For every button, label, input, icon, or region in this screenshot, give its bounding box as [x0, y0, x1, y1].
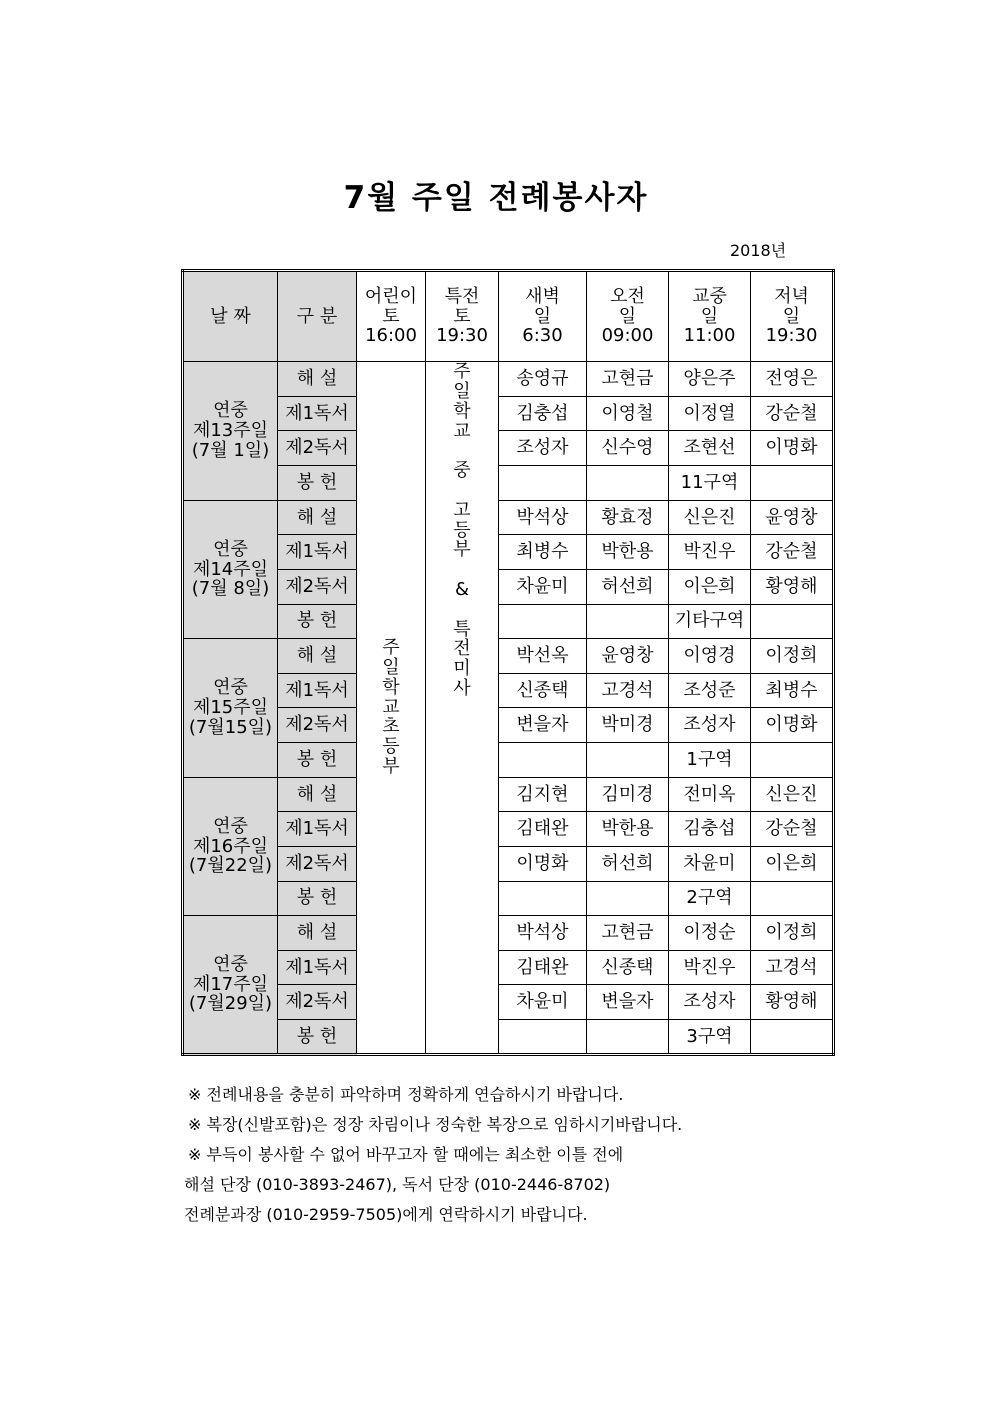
- role-label: 제2독서: [278, 985, 357, 1020]
- table-row: [183, 362, 834, 397]
- vertical-char: [426, 600, 498, 620]
- vertical-char: 전: [453, 638, 471, 660]
- week-label-line: (7월 8일): [191, 578, 270, 600]
- role-label: 해 설: [278, 362, 357, 397]
- volunteer-name: 신종택: [587, 950, 669, 985]
- vertical-char: 등: [453, 519, 471, 541]
- empty-cell: [499, 881, 587, 916]
- header-mass-name: 새벽: [525, 285, 560, 307]
- volunteer-name: 전영은: [751, 362, 834, 397]
- table-row: [183, 1020, 834, 1055]
- empty-cell: [751, 743, 834, 778]
- year-label: 2018년: [730, 241, 787, 260]
- header-mass: [669, 271, 751, 362]
- week-label-line: 제15주일: [192, 697, 269, 719]
- volunteer-name: 신수영: [587, 431, 669, 466]
- week-label-line: 제14주일: [192, 558, 269, 580]
- vertical-char: 일: [453, 380, 471, 402]
- header-mass-time: 16:00: [365, 325, 417, 347]
- volunteer-name: 고현금: [587, 362, 669, 397]
- vertical-char: 부: [453, 539, 471, 561]
- volunteer-name: 고경석: [587, 673, 669, 708]
- role-label: 해 설: [278, 639, 357, 674]
- header-date: 날 짜: [183, 271, 278, 362]
- week-label-line: 연중: [213, 815, 248, 837]
- volunteer-name: 박석상: [499, 500, 587, 535]
- table-row: [183, 916, 834, 951]
- vertical-char: 학: [382, 676, 400, 698]
- header-mass-name: 어린이: [364, 285, 418, 307]
- week-label: [183, 362, 278, 501]
- volunteer-name: 황영해: [751, 569, 834, 604]
- volunteer-name: 조성준: [669, 673, 751, 708]
- header-mass-day: 일: [700, 305, 719, 327]
- note-line: 해설 단장 (010-3893-2467), 독서 단장 (010-2446-8702): [184, 1175, 611, 1194]
- header-mass-time: 19:30: [765, 325, 818, 347]
- table-row: [183, 985, 834, 1020]
- vertical-char: [426, 481, 498, 501]
- volunteer-name: 변을자: [587, 985, 669, 1020]
- week-label: [183, 639, 278, 778]
- empty-cell: [499, 743, 587, 778]
- header-mass-time: 19:30: [436, 325, 488, 347]
- volunteer-name: 송영규: [499, 362, 587, 397]
- volunteer-name: 박석상: [499, 916, 587, 951]
- vertical-char: 일: [382, 657, 400, 679]
- week-label-line: (7월22일): [188, 855, 273, 877]
- week-label-line: 연중: [213, 953, 248, 975]
- table-row: [183, 466, 834, 501]
- volunteer-name: 이정희: [751, 916, 834, 951]
- table-row: [183, 569, 834, 604]
- header-mass-name: 저녁: [774, 285, 809, 307]
- vertical-char: 부: [382, 756, 400, 778]
- volunteer-name: 박진우: [669, 535, 751, 570]
- header-mass-time: 09:00: [601, 325, 654, 347]
- volunteer-name: 황영해: [751, 985, 834, 1020]
- role-label: 제1독서: [278, 396, 357, 431]
- page-title: 7월 주일 전례봉사자: [343, 180, 649, 216]
- vertical-char: [426, 560, 498, 580]
- volunteer-name: 양은주: [669, 362, 751, 397]
- header-mass-name: 특전: [444, 285, 480, 307]
- vertical-char: 주: [382, 637, 400, 659]
- role-label: 제1독서: [278, 535, 357, 570]
- vertical-char: 사: [453, 677, 471, 699]
- table-row: [183, 673, 834, 708]
- volunteer-name: 김충섭: [499, 396, 587, 431]
- table-row: [183, 812, 834, 847]
- offering-group: 11구역: [669, 466, 751, 501]
- role-label: 제2독서: [278, 569, 357, 604]
- empty-cell: [587, 881, 669, 916]
- header-category: 구 분: [278, 271, 357, 362]
- volunteer-name: 신은진: [751, 777, 834, 812]
- volunteer-name: 차윤미: [669, 846, 751, 881]
- volunteer-name: 이은희: [751, 846, 834, 881]
- volunteer-name: 고현금: [587, 916, 669, 951]
- volunteer-name: 이은희: [669, 569, 751, 604]
- volunteer-name: 김태완: [499, 950, 587, 985]
- volunteer-name: 이정희: [751, 639, 834, 674]
- empty-cell: [751, 1020, 834, 1055]
- volunteer-name: 이정열: [669, 396, 751, 431]
- empty-cell: [751, 881, 834, 916]
- children-mass-note: [357, 362, 426, 1055]
- header-mass-name: 교중: [692, 285, 727, 307]
- empty-cell: [499, 604, 587, 639]
- volunteer-name: 이명화: [751, 431, 834, 466]
- table-row: [183, 396, 834, 431]
- volunteer-name: 차윤미: [499, 569, 587, 604]
- volunteer-name: 박한용: [587, 535, 669, 570]
- header-row: [183, 271, 834, 362]
- vertical-char: &: [454, 578, 470, 600]
- volunteer-name: 이영철: [587, 396, 669, 431]
- vertical-char: 초: [382, 716, 400, 738]
- header-mass: [587, 271, 669, 362]
- table-row: [183, 604, 834, 639]
- volunteer-name: 이명화: [499, 846, 587, 881]
- volunteer-name: 허선희: [587, 569, 669, 604]
- week-label-line: 연중: [213, 538, 248, 560]
- header-mass-time: 11:00: [683, 325, 736, 347]
- volunteer-name: 조현선: [669, 431, 751, 466]
- role-label: 해 설: [278, 777, 357, 812]
- role-label: 해 설: [278, 916, 357, 951]
- empty-cell: [499, 466, 587, 501]
- header-mass-day: 토: [453, 305, 471, 327]
- volunteer-name: 김미경: [587, 777, 669, 812]
- week-label: [183, 777, 278, 916]
- volunteer-name: 박한용: [587, 812, 669, 847]
- volunteer-name: 차윤미: [499, 985, 587, 1020]
- role-label: 제2독서: [278, 846, 357, 881]
- role-label: 봉 헌: [278, 743, 357, 778]
- volunteer-name: 이명화: [751, 708, 834, 743]
- volunteer-name: 박진우: [669, 950, 751, 985]
- vertical-char: 주: [453, 361, 471, 383]
- header-mass: [499, 271, 587, 362]
- empty-cell: [587, 604, 669, 639]
- role-label: 봉 헌: [278, 604, 357, 639]
- week-label-line: 제13주일: [192, 420, 269, 442]
- role-label: 제2독서: [278, 431, 357, 466]
- role-label: 제1독서: [278, 812, 357, 847]
- volunteer-name: 최병수: [751, 673, 834, 708]
- volunteer-name: 박선옥: [499, 639, 587, 674]
- week-label-line: 연중: [213, 677, 248, 699]
- empty-cell: [587, 466, 669, 501]
- volunteer-name: 김충섭: [669, 812, 751, 847]
- role-label: 제1독서: [278, 673, 357, 708]
- schedule-table: [181, 269, 835, 1056]
- week-label-line: (7월29일): [188, 993, 273, 1015]
- volunteer-name: 김태완: [499, 812, 587, 847]
- volunteer-name: 윤영창: [751, 500, 834, 535]
- week-label-line: 제16주일: [192, 835, 269, 857]
- header-mass: [426, 271, 499, 362]
- note-line: ※ 복장(신발포함)은 정장 차림이나 정숙한 복장으로 임하시기바랍니다.: [188, 1115, 683, 1134]
- table-row: [183, 881, 834, 916]
- volunteer-name: 변을자: [499, 708, 587, 743]
- volunteer-name: 강순철: [751, 535, 834, 570]
- table-row: [183, 950, 834, 985]
- empty-cell: [751, 604, 834, 639]
- empty-cell: [587, 1020, 669, 1055]
- table-row: [183, 743, 834, 778]
- volunteer-name: 조성자: [499, 431, 587, 466]
- role-label: 제2독서: [278, 708, 357, 743]
- table-row: [183, 535, 834, 570]
- volunteer-name: 윤영창: [587, 639, 669, 674]
- special-mass-note: [426, 362, 499, 1055]
- header-mass-day: 토: [382, 305, 400, 327]
- volunteer-name: 조성자: [669, 985, 751, 1020]
- vertical-char: 특: [453, 618, 471, 640]
- header-mass-day: 일: [782, 305, 801, 327]
- week-label-line: 연중: [213, 400, 248, 422]
- volunteer-name: 이영경: [669, 639, 751, 674]
- note-line: ※ 전례내용을 충분히 파악하며 정확하게 연습하시기 바랍니다.: [188, 1085, 624, 1104]
- volunteer-name: 박미경: [587, 708, 669, 743]
- notes: [184, 1080, 682, 1230]
- volunteer-name: 허선희: [587, 846, 669, 881]
- table-row: [183, 500, 834, 535]
- role-label: 봉 헌: [278, 881, 357, 916]
- offering-group: 기타구역: [669, 604, 751, 639]
- vertical-char: 교: [382, 696, 400, 718]
- volunteer-name: 강순철: [751, 396, 834, 431]
- table-row: [183, 431, 834, 466]
- vertical-char: [426, 441, 498, 461]
- volunteer-name: 전미옥: [669, 777, 751, 812]
- empty-cell: [751, 466, 834, 501]
- header-mass: [751, 271, 834, 362]
- header-mass-day: 일: [533, 305, 552, 327]
- header-mass: [357, 271, 426, 362]
- volunteer-name: 황효정: [587, 500, 669, 535]
- table-row: [183, 846, 834, 881]
- empty-cell: [499, 1020, 587, 1055]
- header-mass-time: 6:30: [522, 325, 563, 347]
- note-line: ※ 부득이 봉사할 수 없어 바꾸고자 할 때에는 최소한 이틀 전에: [188, 1145, 624, 1164]
- volunteer-name: 강순철: [751, 812, 834, 847]
- vertical-char: 고: [453, 499, 471, 521]
- empty-cell: [587, 743, 669, 778]
- role-label: 봉 헌: [278, 1020, 357, 1055]
- volunteer-name: 최병수: [499, 535, 587, 570]
- vertical-char: 미: [453, 658, 471, 680]
- offering-group: 1구역: [669, 743, 751, 778]
- table-row: [183, 639, 834, 674]
- table-row: [183, 708, 834, 743]
- week-label-line: (7월 1일): [191, 439, 270, 461]
- offering-group: 2구역: [669, 881, 751, 916]
- week-label: [183, 500, 278, 639]
- vertical-char: 등: [382, 736, 400, 758]
- role-label: 제1독서: [278, 950, 357, 985]
- volunteer-name: 신종택: [499, 673, 587, 708]
- volunteer-name: 신은진: [669, 500, 751, 535]
- vertical-char: 학: [453, 400, 471, 422]
- role-label: 봉 헌: [278, 466, 357, 501]
- header-mass-day: 일: [618, 305, 637, 327]
- vertical-char: 중: [453, 460, 471, 482]
- note-line: 전례분과장 (010-2959-7505)에게 연락하시기 바랍니다.: [184, 1205, 588, 1224]
- volunteer-name: 김지현: [499, 777, 587, 812]
- header-mass-name: 오전: [610, 285, 645, 307]
- table-row: [183, 777, 834, 812]
- volunteer-name: 조성자: [669, 708, 751, 743]
- volunteer-name: 고경석: [751, 950, 834, 985]
- offering-group: 3구역: [669, 1020, 751, 1055]
- week-label: [183, 916, 278, 1055]
- volunteer-name: 이정순: [669, 916, 751, 951]
- vertical-char: 교: [453, 420, 471, 442]
- week-label-line: 제17주일: [192, 973, 269, 995]
- week-label-line: (7월15일): [188, 716, 273, 738]
- role-label: 해 설: [278, 500, 357, 535]
